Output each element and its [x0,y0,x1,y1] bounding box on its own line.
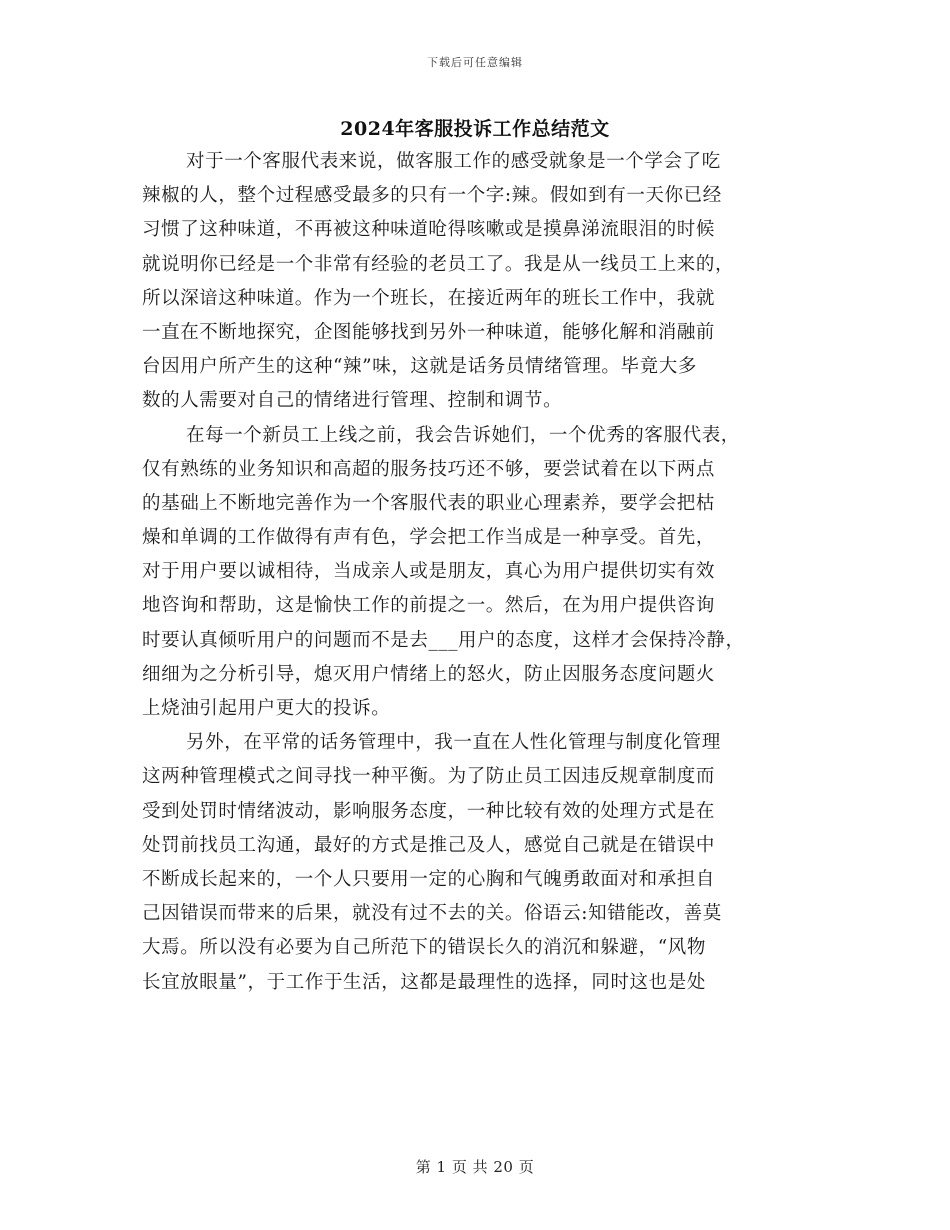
text-line: 仅有熟练的业务知识和高超的服务技巧还不够，要尝试着在以下两点 [142,458,716,480]
text-line: 对于用户要以诚相待，当成亲人或是朋友，真心为用户提供切实有效 [142,561,716,583]
text-line: 处罚前找员工沟通，最好的方式是推己及人，感觉自己就是在错误中 [142,834,716,856]
text-line: 上烧油引起用户更大的投诉。 [142,698,391,719]
text-line: 就说明你已经是一个非常有经验的老员工了。我是从一线员工上来的， [142,253,735,275]
text-line: 大焉。所以没有必要为自己所范下的错误长久的消沉和躲避，“风物 [142,937,706,959]
text-line: 不断成长起来的，一个人只要用一定的心胸和气魄勇敢面对和承担自 [142,868,716,890]
header-note: 下载后可任意编辑 [427,56,523,69]
page-number: 第 1 页 共 20 页 [415,1158,535,1176]
text-line: 一直在不断地探究，企图能够找到另外一种味道，能够化解和消融前 [142,321,716,343]
text-line: 这两种管理模式之间寻找一种平衡。为了防止员工因违反规章制度而 [142,766,716,788]
text-line: 燥和单调的工作做得有声有色，学会把工作当成是一种享受。首先， [142,527,716,549]
text-line: 受到处罚时情绪波动，影响服务态度，一种比较有效的处理方式是在 [142,800,716,822]
text-line: 细细为之分析引导，熄灭用户情绪上的怒火，防止因服务态度问题火 [142,663,716,685]
document-title: 2024年客服投诉工作总结范文 [340,118,610,140]
text-line: 的基础上不断地完善作为一个客服代表的职业心理素养，要学会把枯 [142,492,716,514]
text-line: 地咨询和帮助，这是愉快工作的前提之一。然后，在为用户提供咨询 [142,595,716,617]
text-line: 辣椒的人，整个过程感受最多的只有一个字:辣。假如到有一天你已经 [142,185,722,207]
text-line: 数的人需要对自己的情绪进行管理、控制和调节。 [142,390,563,412]
text-line: 台因用户所产生的这种“辣”味，这就是话务员情绪管理。毕竟大多 [142,356,697,378]
text-line: 长宜放眼量”，于工作于生活，这都是最理性的选择，同时这也是处 [142,971,706,993]
text-line: 另外，在平常的话务管理中，我一直在人性化管理与制度化管理 [186,732,721,754]
text-line: 在每一个新员工上线之前，我会告诉她们，一个优秀的客服代表， [186,424,740,446]
text-line: 所以深谙这种味道。作为一个班长，在接近两年的班长工作中，我就 [142,287,716,309]
text-line: 习惯了这种味道，不再被这种味道呛得咳嗽或是摸鼻涕流眼泪的时候 [142,219,716,241]
document-body [142,145,814,1000]
text-line: 己因错误而带来的后果，就没有过不去的关。俗语云:知错能改，善莫 [142,903,722,925]
text-line: 时要认真倾听用户的问题而不是去___用户的态度，这样才会保持冷静， [142,629,745,651]
text-line: 对于一个客服代表来说，做客服工作的感受就象是一个学会了吃 [186,151,721,172]
